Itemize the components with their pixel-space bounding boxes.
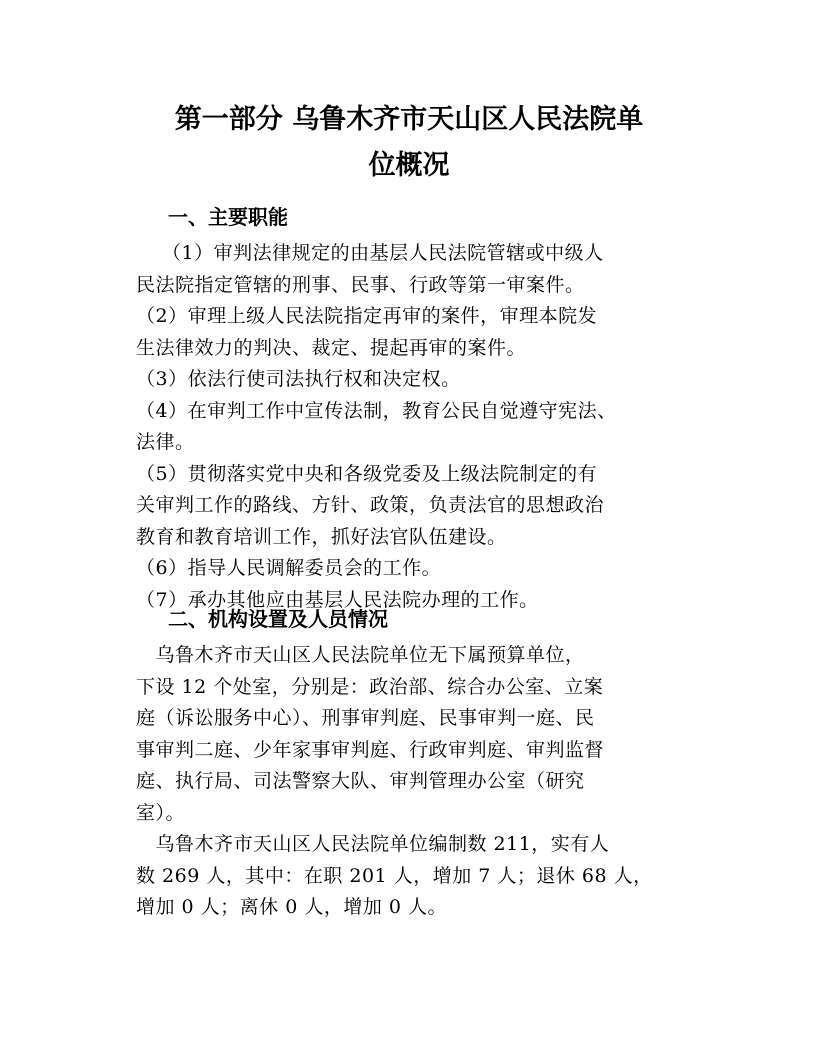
paragraph-line: 乌鲁木齐市天山区人民法院单位无下属预算单位， — [136, 644, 585, 666]
function-line: （2）审理上级人民法院指定再审的案件，审理本院发 — [136, 305, 598, 327]
page-title-line-1: 第一部分 乌鲁木齐市天山区人民法院单 — [174, 104, 644, 135]
functions-list — [136, 238, 684, 616]
function-line: （7）承办其他应由基层人民法院办理的工作。 — [136, 588, 539, 611]
paragraph-line: 增加 0 人；离休 0 人，增加 0 人。 — [136, 896, 448, 918]
paragraph-line: 室）。 — [136, 801, 186, 824]
section-heading-organization: 二、机构设置及人员情况 — [168, 607, 388, 631]
paragraph-line: 事审判二庭、少年家事审判庭、行政审判庭、审判监督 — [136, 738, 605, 761]
function-line: （5）贯彻落实党中央和各级党委及上级法院制定的有 — [136, 462, 598, 485]
organization-paragraphs — [136, 640, 684, 924]
paragraph-line: 庭（诉讼服务中心）、刑事审判庭、民事审判一庭、民 — [136, 707, 595, 729]
paragraph-line: 数 269 人，其中：在职 201 人，增加 7 人；退休 68 人， — [136, 864, 653, 887]
function-line: （1）审判法律规定的由基层人民法院管辖或中级人 — [162, 242, 604, 264]
section-heading-main-functions: 一、主要职能 — [168, 205, 288, 229]
function-line: （3）依法行使司法执行权和决定权。 — [136, 368, 461, 390]
function-line: 关审判工作的路线、方针、政策，负责法官的思想政治 — [136, 494, 605, 516]
paragraph-line: 下设 12 个处室，分别是：政治部、综合办公室、立案 — [136, 675, 604, 698]
paragraph-line: 庭、执行局、司法警察大队、审判管理办公室（研究 — [136, 770, 585, 792]
function-line: 生法律效力的判决、裁定、提起再审的案件。 — [136, 336, 527, 359]
function-line: 法律。 — [136, 431, 195, 453]
function-line: （4）在审判工作中宣传法制，教育公民自觉遵守宪法、 — [136, 399, 617, 422]
page-title-line-2: 位概况 — [368, 150, 450, 181]
paragraph-line: 乌鲁木齐市天山区人民法院单位编制数 211，实有人 — [136, 833, 610, 855]
function-line: 民法院指定管辖的刑事、民事、行政等第一审案件。 — [136, 273, 585, 296]
function-line: （6）指导人民调解委员会的工作。 — [136, 557, 442, 579]
function-line: 教育和教育培训工作，抓好法官队伍建设。 — [136, 525, 507, 548]
